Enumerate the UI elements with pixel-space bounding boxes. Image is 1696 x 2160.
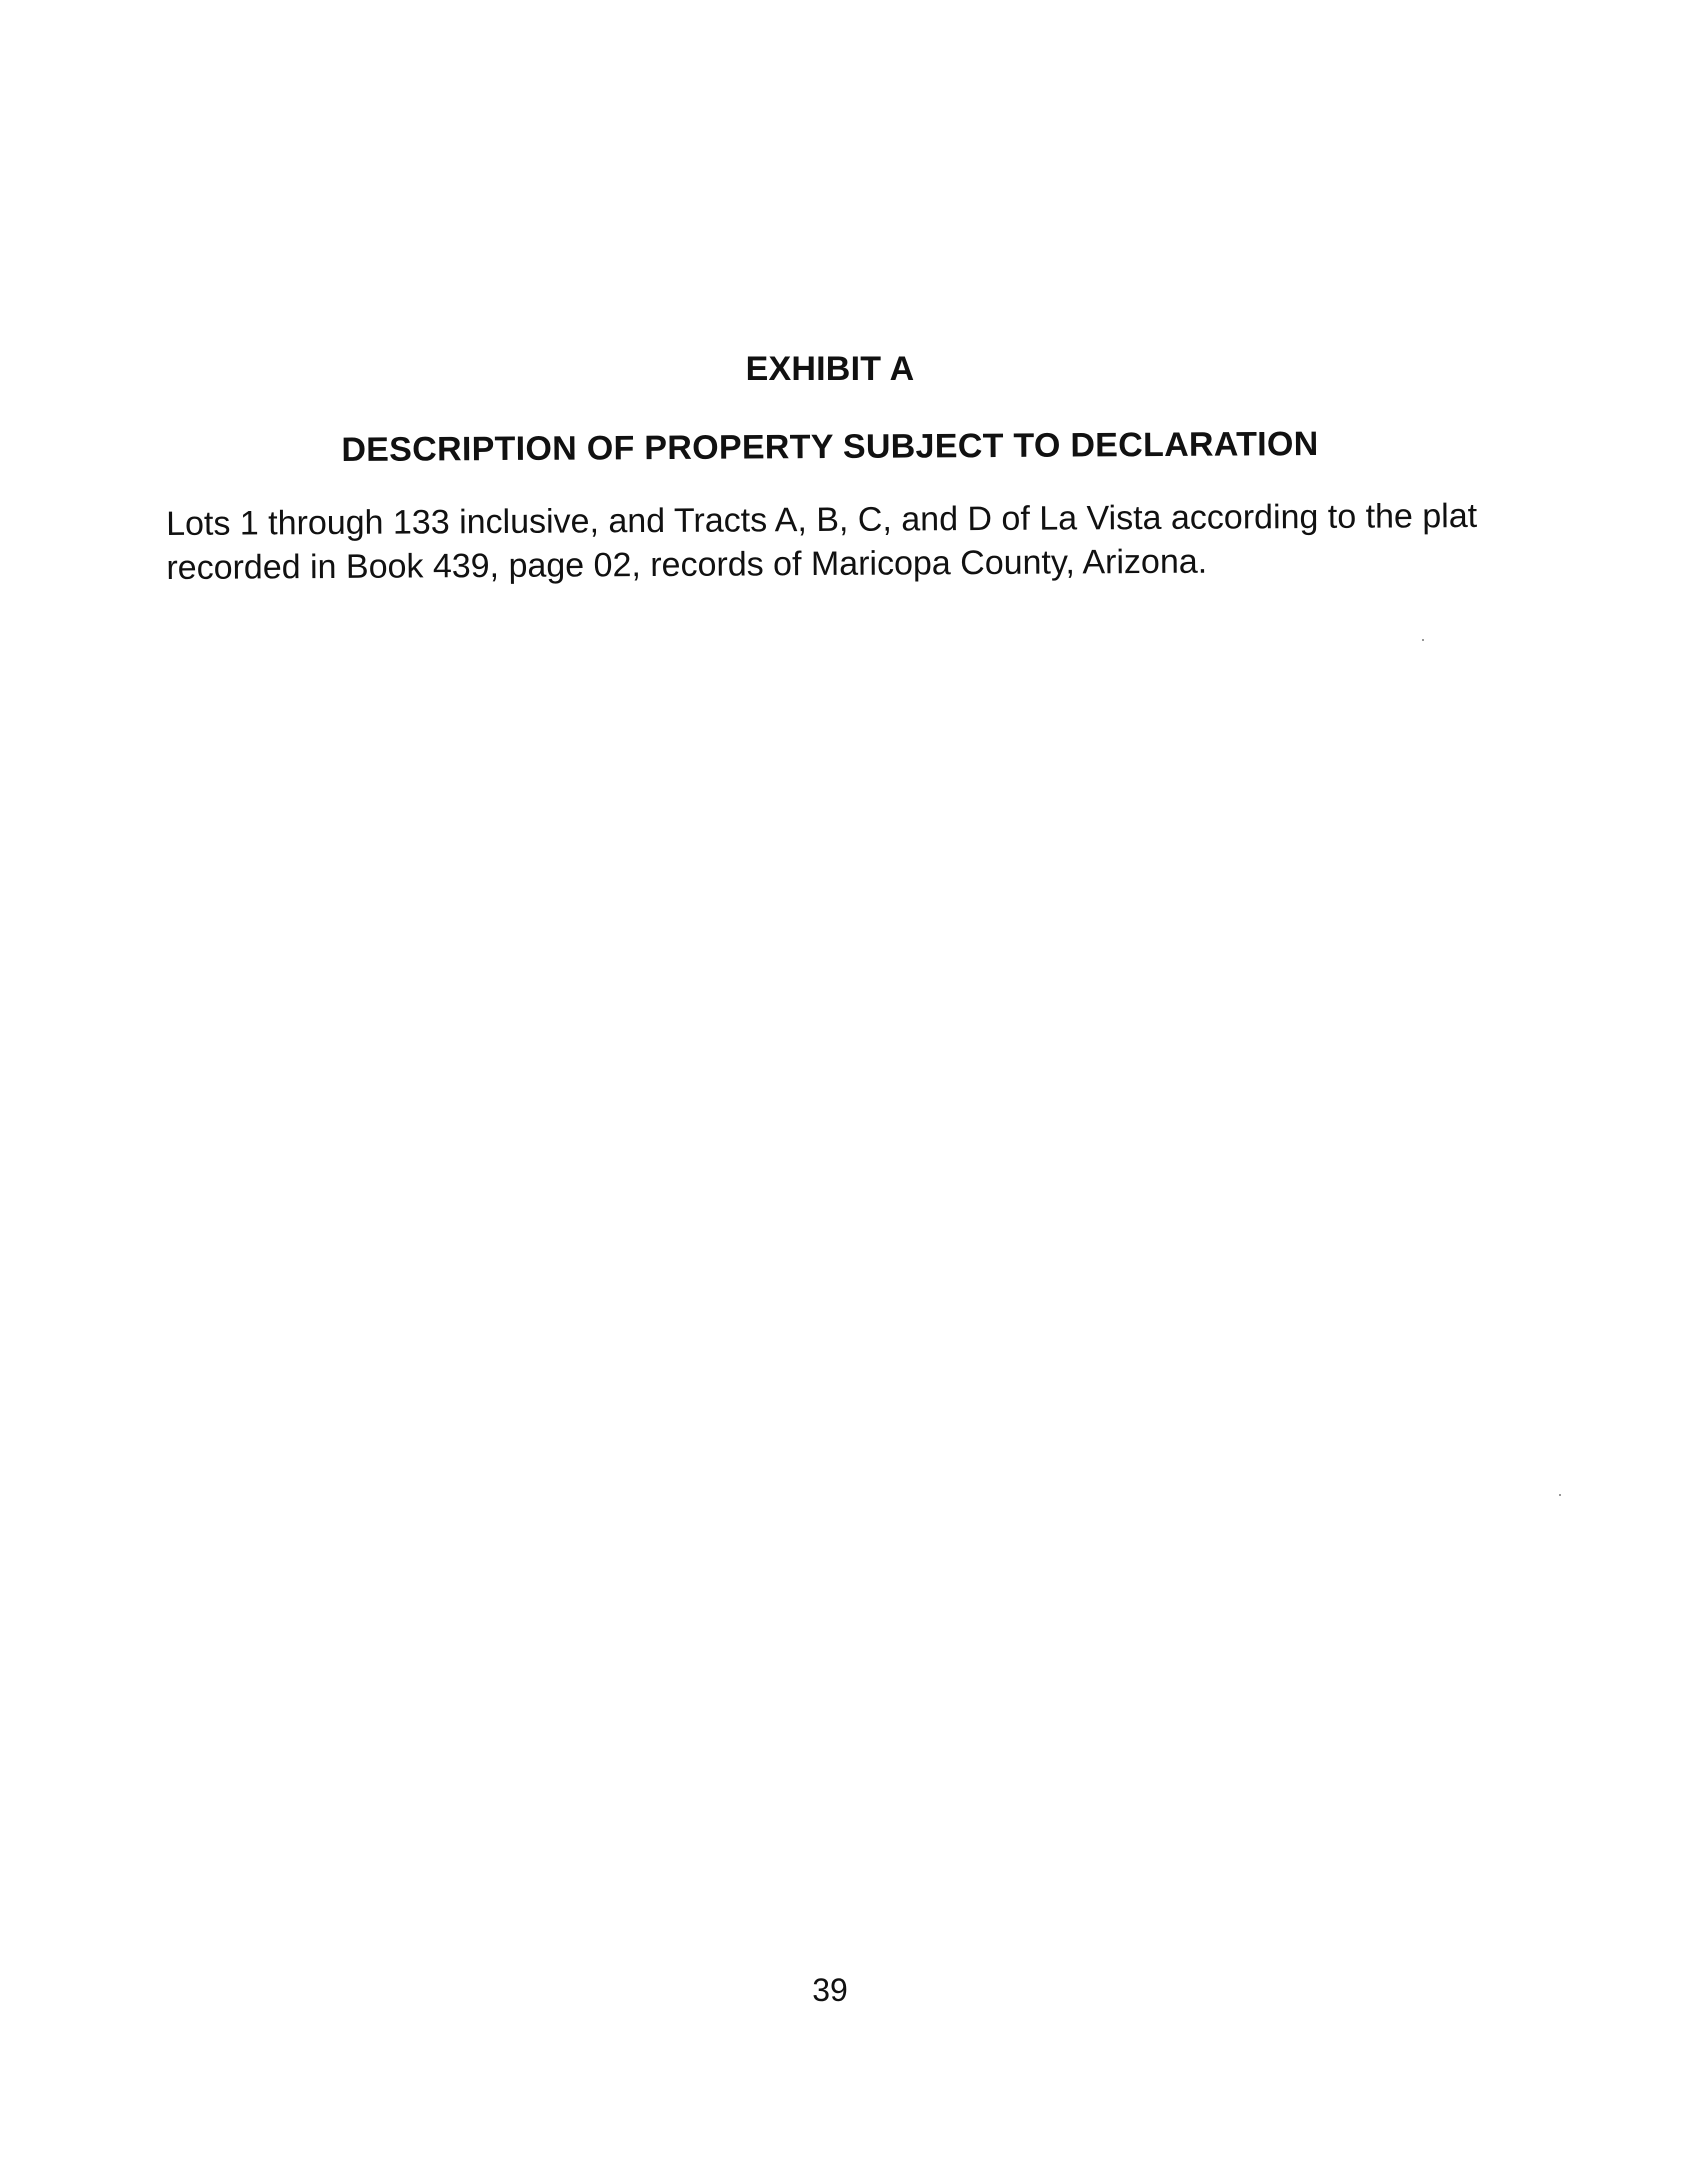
exhibit-heading: EXHIBIT A: [745, 350, 915, 388]
page-number: 39: [812, 1972, 848, 2008]
scan-speck: [1422, 639, 1424, 641]
scan-speck: [1559, 1494, 1561, 1496]
section-heading: DESCRIPTION OF PROPERTY SUBJECT TO DECLARATION: [341, 425, 1319, 469]
property-description: [166, 494, 1517, 590]
property-description-line-2: recorded in Book 439, page 02, records of Maricopa County, Arizona.: [166, 542, 1208, 587]
property-description-line-1: Lots 1 through 133 inclusive, and Tracts A, B, C, and D of La Vista according to the plat: [166, 496, 1478, 543]
